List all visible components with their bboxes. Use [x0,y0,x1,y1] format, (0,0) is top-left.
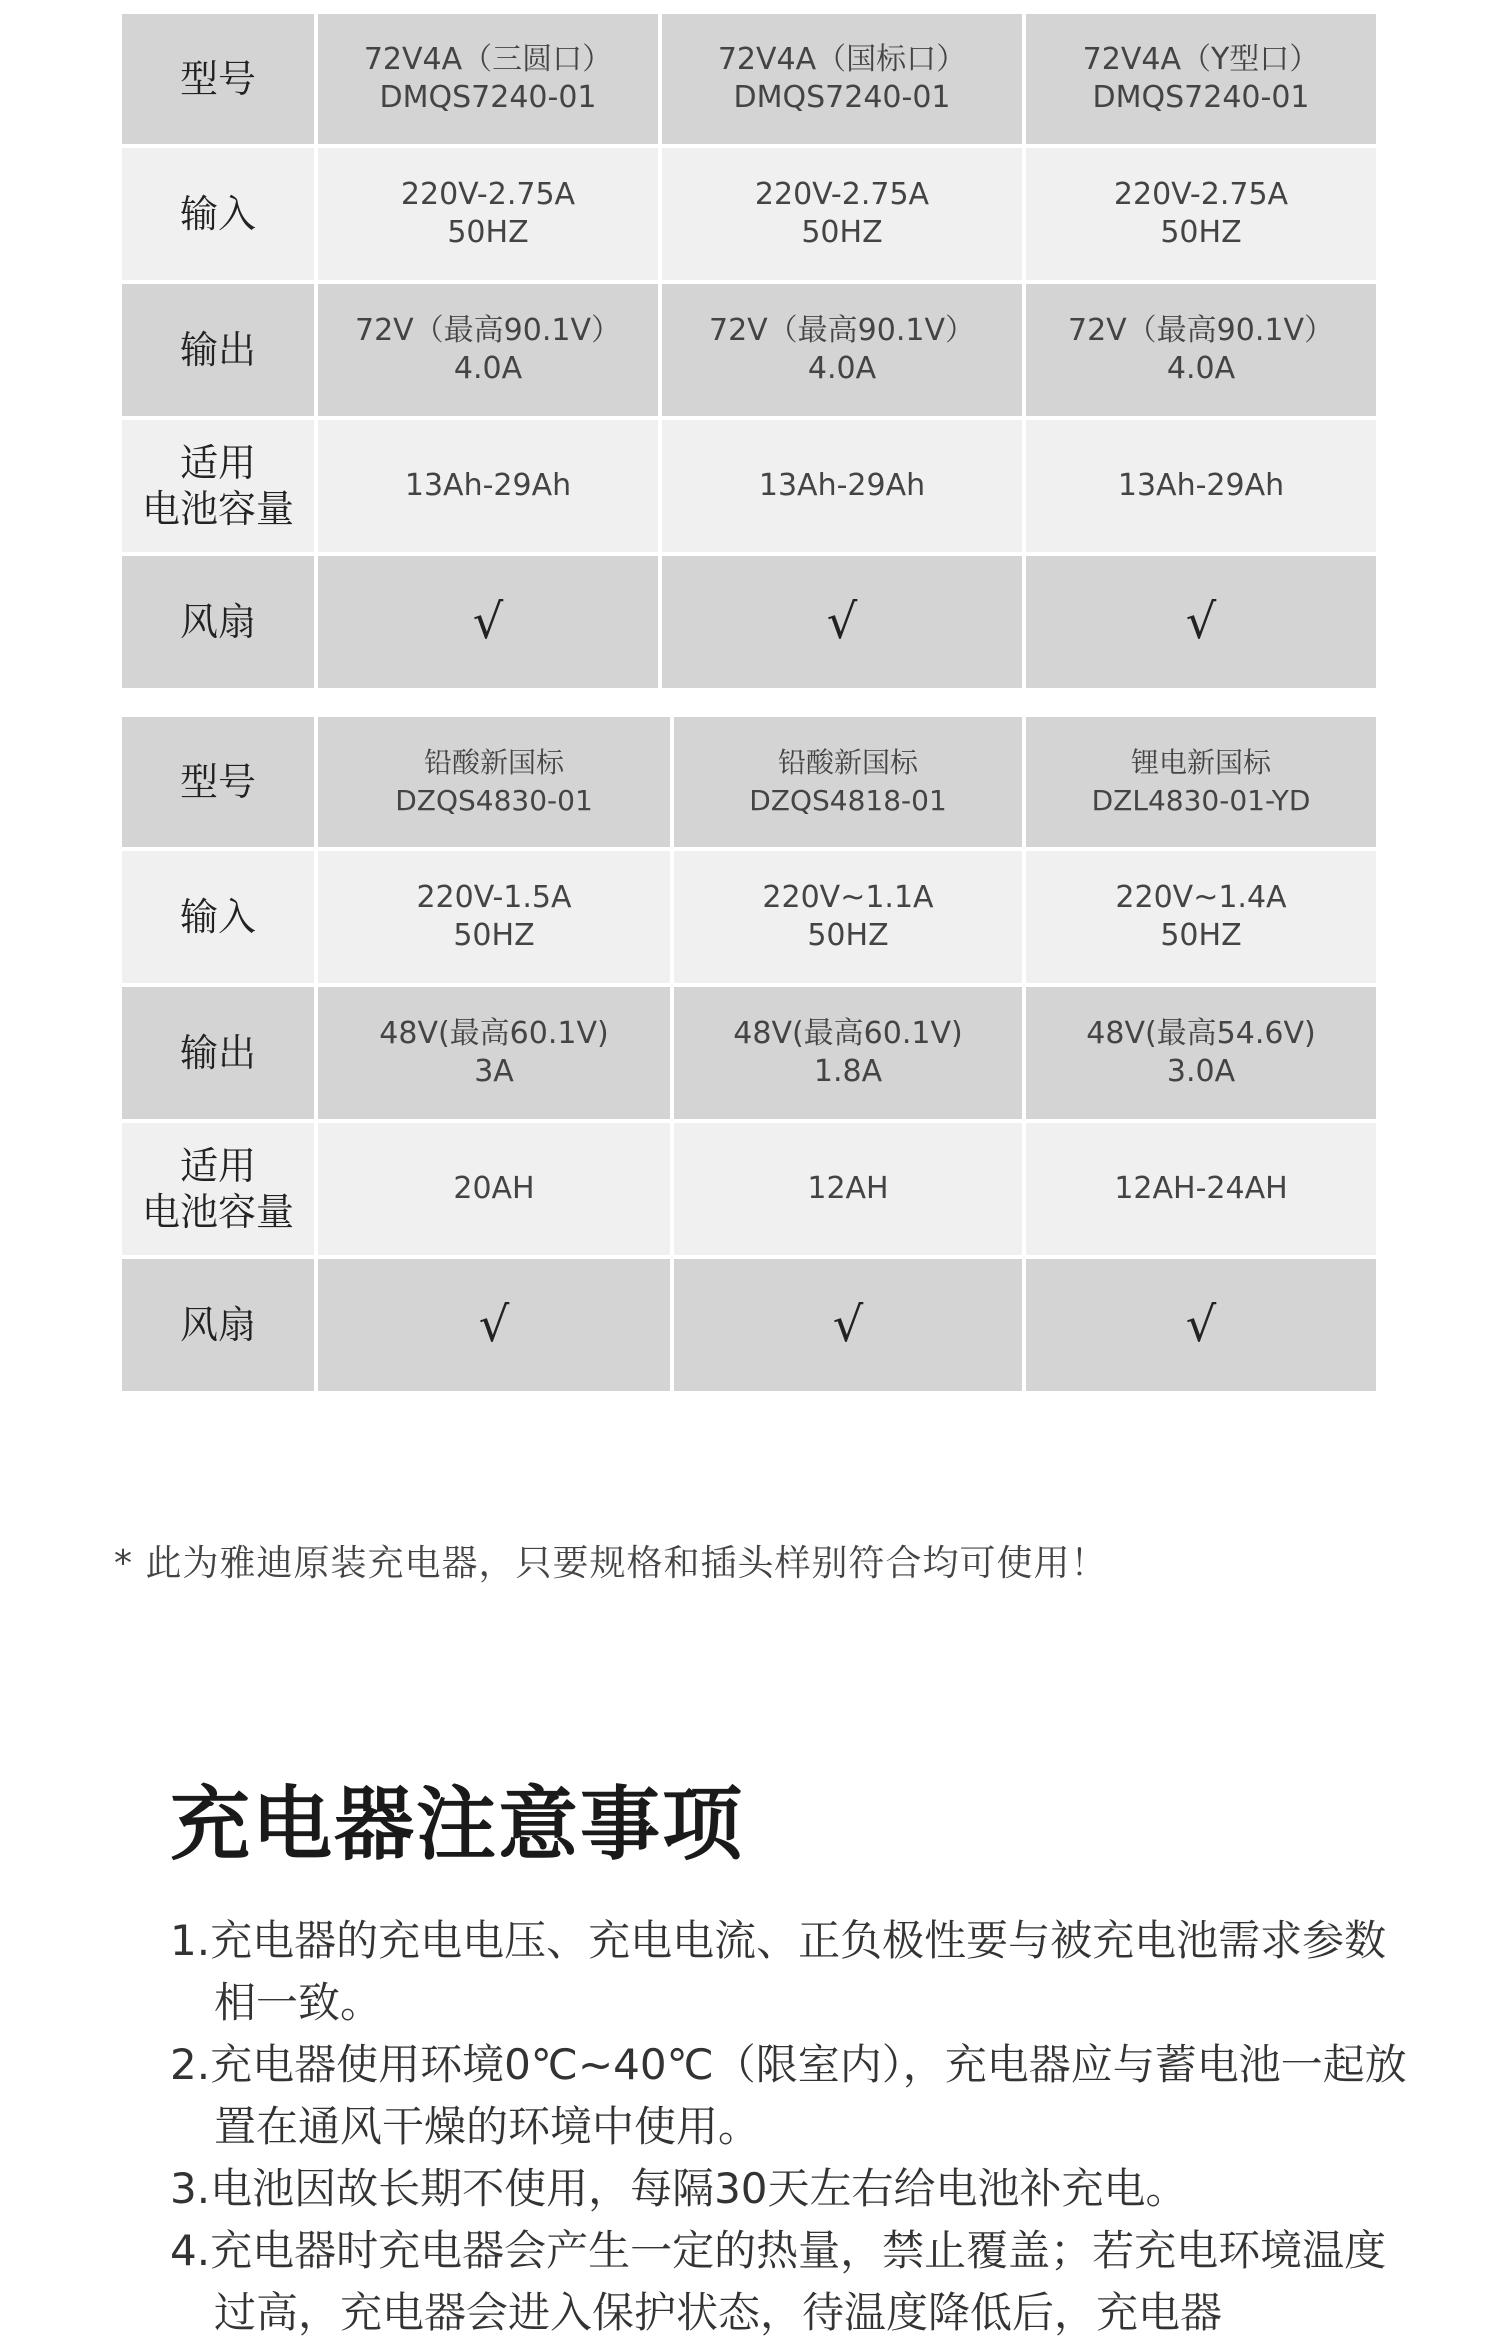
cell-output: 48V(最高60.1V) 1.8A [674,987,1022,1123]
check-icon: √ [1026,556,1376,692]
cell-input: 220V-2.75A 50HZ [662,148,1022,284]
row-fan [122,556,1376,692]
row-capacity [122,420,1376,556]
check-icon: √ [674,1259,1022,1395]
row-output [122,987,1376,1123]
row-input [122,851,1376,987]
row-header-input: 输入 [122,148,314,284]
cell-model: 锂电新国标 DZL4830-01-YD [1026,717,1376,851]
check-icon: √ [1026,1259,1376,1395]
notice-title: 充电器注意事项 [170,1778,744,1871]
notice-item: 2.充电器使用环境0℃~40℃（限室内），充电器应与蓄电池一起放置在通风干燥的环境中使用。 [170,2040,1407,2151]
cell-model: 铅酸新国标 DZQS4830-01 [318,717,670,851]
cell-output: 72V（最高90.1V） 4.0A [662,284,1022,420]
notice-list [170,1910,1410,2344]
cell-output: 48V(最高54.6V) 3.0A [1026,987,1376,1123]
row-fan [122,1259,1376,1395]
row-header-fan: 风扇 [122,1259,314,1395]
row-header-model: 型号 [122,14,314,148]
cell-input: 220V~1.1A 50HZ [674,851,1022,987]
row-input [122,148,1376,284]
row-header-input: 输入 [122,851,314,987]
spec-table-48v [118,717,1380,1395]
cell-capacity: 20AH [318,1123,670,1259]
compatibility-note: * 此为雅迪原装充电器，只要规格和插头样别符合均可使用！ [114,1543,1108,1584]
row-capacity [122,1123,1376,1259]
cell-capacity: 13Ah-29Ah [318,420,658,556]
row-header-output: 输出 [122,987,314,1123]
cell-input: 220V-1.5A 50HZ [318,851,670,987]
cell-model: 72V4A（国标口） DMQS7240-01 [662,14,1022,148]
notice-item: 3.电池因故长期不使用，每隔30天左右给电池补充电。 [170,2164,1188,2213]
row-header-fan: 风扇 [122,556,314,692]
check-icon: √ [318,1259,670,1395]
check-icon: √ [318,556,658,692]
cell-model: 铅酸新国标 DZQS4818-01 [674,717,1022,851]
row-header-model: 型号 [122,717,314,851]
notice-item: 1.充电器的充电电压、充电电流、正负极性要与被充电池需求参数相一致。 [170,1916,1387,2027]
cell-model: 72V4A（Y型口） DMQS7240-01 [1026,14,1376,148]
cell-input: 220V~1.4A 50HZ [1026,851,1376,987]
row-header-output: 输出 [122,284,314,420]
check-icon: √ [662,556,1022,692]
cell-output: 72V（最高90.1V） 4.0A [1026,284,1376,420]
row-header-capacity: 适用 电池容量 [122,1123,314,1259]
row-model [122,14,1376,148]
cell-capacity: 13Ah-29Ah [1026,420,1376,556]
row-header-capacity: 适用 电池容量 [122,420,314,556]
cell-input: 220V-2.75A 50HZ [318,148,658,284]
spec-table-72v [118,14,1380,692]
cell-capacity: 12AH-24AH [1026,1123,1376,1259]
row-model [122,717,1376,851]
cell-capacity: 12AH [674,1123,1022,1259]
cell-model: 72V4A（三圆口） DMQS7240-01 [318,14,658,148]
row-output [122,284,1376,420]
cell-capacity: 13Ah-29Ah [662,420,1022,556]
cell-output: 72V（最高90.1V） 4.0A [318,284,658,420]
cell-input: 220V-2.75A 50HZ [1026,148,1376,284]
notice-item: 4.充电器时充电器会产生一定的热量，禁止覆盖；若充电环境温度过高，充电器会进入保护状态，待温度降低后，充电器 [170,2226,1387,2337]
cell-output: 48V(最高60.1V) 3A [318,987,670,1123]
